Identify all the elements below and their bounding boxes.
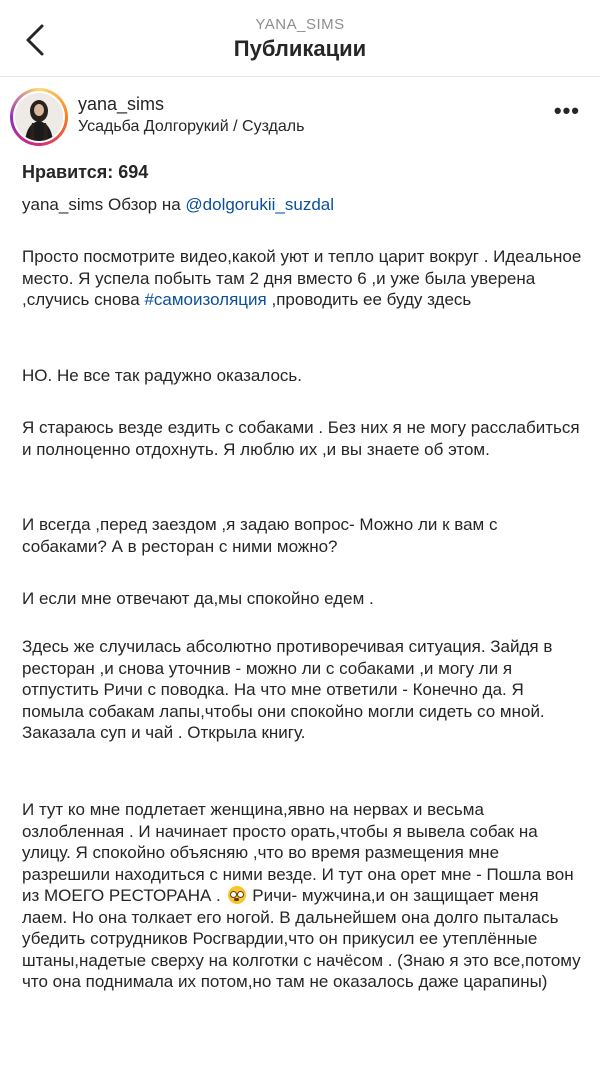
- likes-count[interactable]: Нравится: 694: [22, 162, 149, 182]
- post-username[interactable]: yana_sims: [78, 94, 165, 114]
- caption-line: [22, 194, 582, 216]
- caption-paragraph-3: Я стараюсь везде ездить с собаками . Без них я не могу расслабиться и полноценно отдохнуть. Я люблю их ,и вы знаете об этом.: [22, 418, 580, 459]
- page-title: Публикации: [233, 36, 367, 61]
- post-location[interactable]: Усадьба Долгорукий / Суздаль: [78, 118, 305, 135]
- caption-paragraph-6: Здесь же случилась абсолютно противоречивая ситуация. Зайдя в ресторан ,и снова уточнив - можно ли с собаками ,и могу ли я отпустить Ричи с поводка. На что мне ответили - Конечно да. Я помыла собакам лапы,чтобы они спокойно могли сидеть со мной. Заказала суп и чай . Открыла книгу.: [22, 637, 553, 742]
- caption-paragraph-2: НО. Не все так радужно оказалось.: [22, 366, 303, 385]
- paragraph-7-text-before: И тут ко мне подлетает женщина,явно на нервах и весьма озлобленная . И начинает просто орать,чтобы я вывела собак на улицу. Я спокойно объясняю ,что во время размещения мне разрешили находиться с ними везде. И тут она орет мне - Пошла вон из МОЕГО РЕСТОРАНА .: [22, 800, 574, 905]
- paragraph-1-text-after: ,проводить ее буду здесь: [271, 290, 472, 309]
- caption-paragraph-5: И если мне отвечают да,мы спокойно едем .: [22, 589, 374, 608]
- post-header: [0, 80, 600, 152]
- caption-username[interactable]: yana_sims: [22, 195, 104, 214]
- caption-mention-link[interactable]: @dolgorukii_suzdal: [185, 195, 335, 214]
- avatar-photo-icon: [15, 93, 63, 141]
- paragraph-7-text-after: Ричи- мужчина,и он защищает меня лаем. Но она толкает его ногой. В дальнейшем она долго пыталась убедить сотрудников Росгвардии,что он прикусил ее утеплённые штаны,надетые сверху на колготки с начёсом . (Знаю я это все,потому что она поднимала их потом,но там не оказалось даже царапины): [22, 886, 581, 991]
- flushed-face-emoji-icon: [228, 886, 246, 904]
- header-account-name: YANA_SIMS: [255, 16, 345, 33]
- more-options-icon[interactable]: •••: [553, 98, 580, 123]
- hashtag-link[interactable]: #самоизоляция: [144, 290, 267, 309]
- story-ring[interactable]: [10, 88, 68, 146]
- caption-paragraph-7: [22, 799, 587, 993]
- caption-paragraph-1: [22, 246, 587, 311]
- caption-paragraph-4: И всегда ,перед заездом ,я задаю вопрос- Можно ли к вам с собаками? А в ресторан с ними можно?: [22, 515, 498, 556]
- avatar[interactable]: [13, 91, 65, 143]
- caption-text: Обзор на: [108, 195, 181, 214]
- top-nav-header: [0, 0, 600, 77]
- paragraph-1-text-before: Просто посмотрите видео,какой уют и тепло царит вокруг . Идеальное место. Я успела побыть там 2 дня вместо 6 ,и уже была уверена ,случись снова: [22, 247, 582, 309]
